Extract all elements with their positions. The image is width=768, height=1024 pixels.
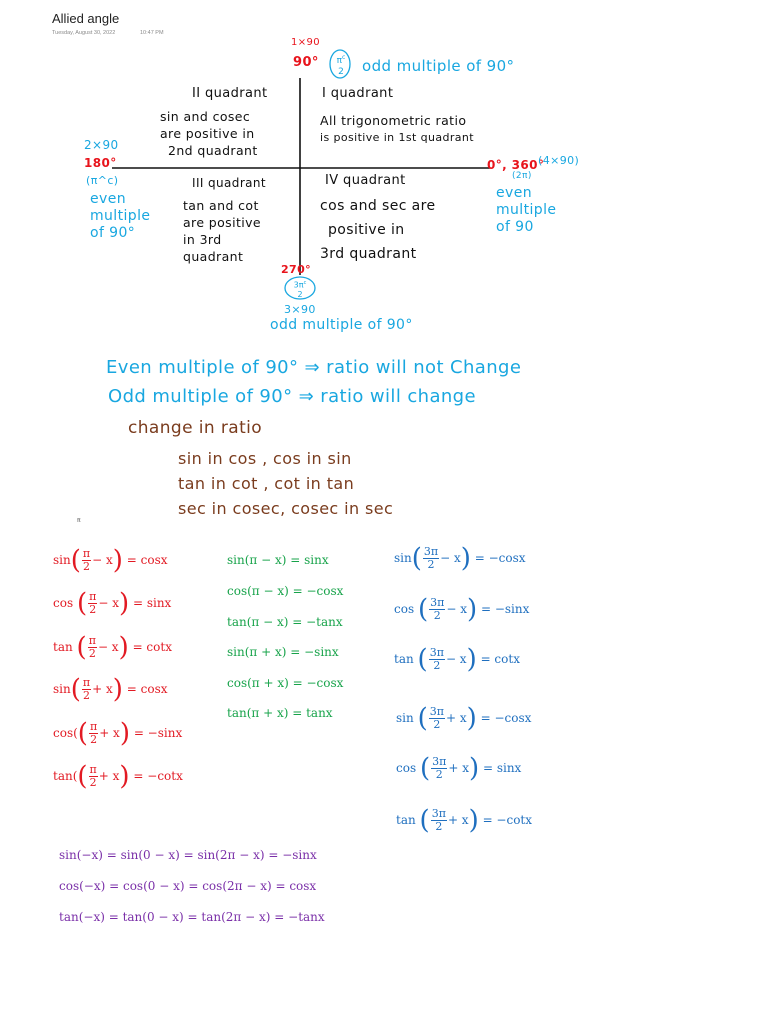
formula-col2-row4: sin(π + x) = −sinx (227, 645, 339, 659)
formula-col2-row1: sin(π − x) = sinx (227, 553, 329, 567)
formula-col1-row4: sin( $\frac{\pi}{2}$ + x) = cosx (53, 674, 168, 705)
right-rad-label: (2π) (512, 171, 532, 181)
even-multiple-rule: Even multiple of 90° ⇒ ratio will not Change (106, 357, 522, 378)
formula-col3-row1: sin( $\frac{3\pi}{2}$ − x) = −cosx (394, 543, 526, 574)
page-date: Tuesday, August 30, 2022 (52, 30, 116, 36)
formula-col3-row4: sin ( $\frac{3\pi}{2}$ + x) = −cosx (396, 703, 532, 734)
formula-negative-tan: tan(−x) = tan(0 − x) = tan(2π − x) = −tanx (59, 910, 325, 924)
formula-col1-row5: cos(( $\frac{\pi}{2}$ + x) = −sinx (53, 718, 183, 749)
top-note: odd multiple of 90° (362, 57, 515, 75)
bottom-multiple-label: 3×90 (284, 303, 316, 316)
quadrant-1-text: All trigonometric ratio is positive in 1st quadrant (320, 113, 475, 144)
formula-col1-row2: cos ( $\frac{\pi}{2}$ − x) = sinx (53, 588, 172, 619)
formula-negative-sin: sin(−x) = sin(0 − x) = sin(2π − x) = −sinx (59, 848, 317, 862)
quadrant-3-title: III quadrant (192, 176, 267, 190)
stray-pi-mark: π (77, 517, 81, 524)
top-multiple-label: 1×90 (291, 37, 321, 48)
right-note: even multiple of 90 (496, 185, 557, 235)
formula-col3-row6: tan ( $\frac{3\pi}{2}$ + x) = −cotx (396, 805, 533, 836)
quadrant-4-title: IV quadrant (325, 173, 406, 188)
formula-col3-row2: cos ( $\frac{3\pi}{2}$ − x) = −sinx (394, 594, 530, 625)
formula-col2-row3: tan(π − x) = −tanx (227, 615, 343, 629)
left-angle-label: 180° (84, 156, 117, 170)
bottom-rad-label: $3\pi^c$ 2 (293, 280, 307, 299)
quadrant-axes (0, 0, 768, 340)
formula-col2-row6: tan(π + x) = tanx (227, 706, 333, 720)
bottom-note: odd multiple of 90° (270, 317, 413, 333)
odd-multiple-rule: Odd multiple of 90° ⇒ ratio will change (108, 386, 476, 407)
page-title: Allied angle (52, 11, 120, 26)
left-rad-label: (π^c) (86, 174, 119, 187)
quadrant-3-text: tan and cot are positive in 3rd quadrant (183, 198, 262, 264)
formula-col3-row3: tan ( $\frac{3\pi}{2}$ − x) = cotx (394, 644, 520, 675)
left-multiple-label: 2×90 (84, 138, 119, 152)
quadrant-1-title: I quadrant (322, 86, 394, 101)
left-note: even multiple of 90° (90, 191, 151, 241)
formula-col1-row1: sin( $\frac{\pi}{2}$ − x) = cosx (53, 545, 168, 576)
quadrant-2-text: sin and cosec are positive in 2nd quadrant (160, 109, 258, 158)
formula-col1-row3: tan ( $\frac{\pi}{2}$ − x) = cotx (53, 632, 172, 663)
formula-negative-cos: cos(−x) = cos(0 − x) = cos(2π − x) = cosx (59, 879, 317, 893)
right-angle-label: 0°, 360° (487, 158, 545, 172)
quadrant-2-title: II quadrant (192, 86, 268, 101)
right-paren-label: (4×90) (538, 154, 580, 167)
page-time: 10:47 PM (140, 30, 164, 36)
formula-col1-row6: tan(( $\frac{\pi}{2}$ + x) = −cotx (53, 761, 183, 792)
formula-col2-row5: cos(π + x) = −cosx (227, 676, 344, 690)
top-angle-label: 90° (293, 55, 319, 70)
formula-col3-row5: cos ( $\frac{3\pi}{2}$ + x) = sinx (396, 753, 522, 784)
quadrant-4-text: cos and sec are positive in 3rd quadrant (320, 198, 436, 262)
change-heading: change in ratio (128, 418, 263, 438)
formula-col2-row2: cos(π − x) = −cosx (227, 584, 344, 598)
change-list: sin in cos , cos in sin tan in cot , cot in tan sec in cosec, cosec in sec (178, 449, 394, 518)
top-rad-label: $\pi^c$ 2 (336, 54, 346, 77)
bottom-angle-label: 270° (281, 263, 312, 276)
